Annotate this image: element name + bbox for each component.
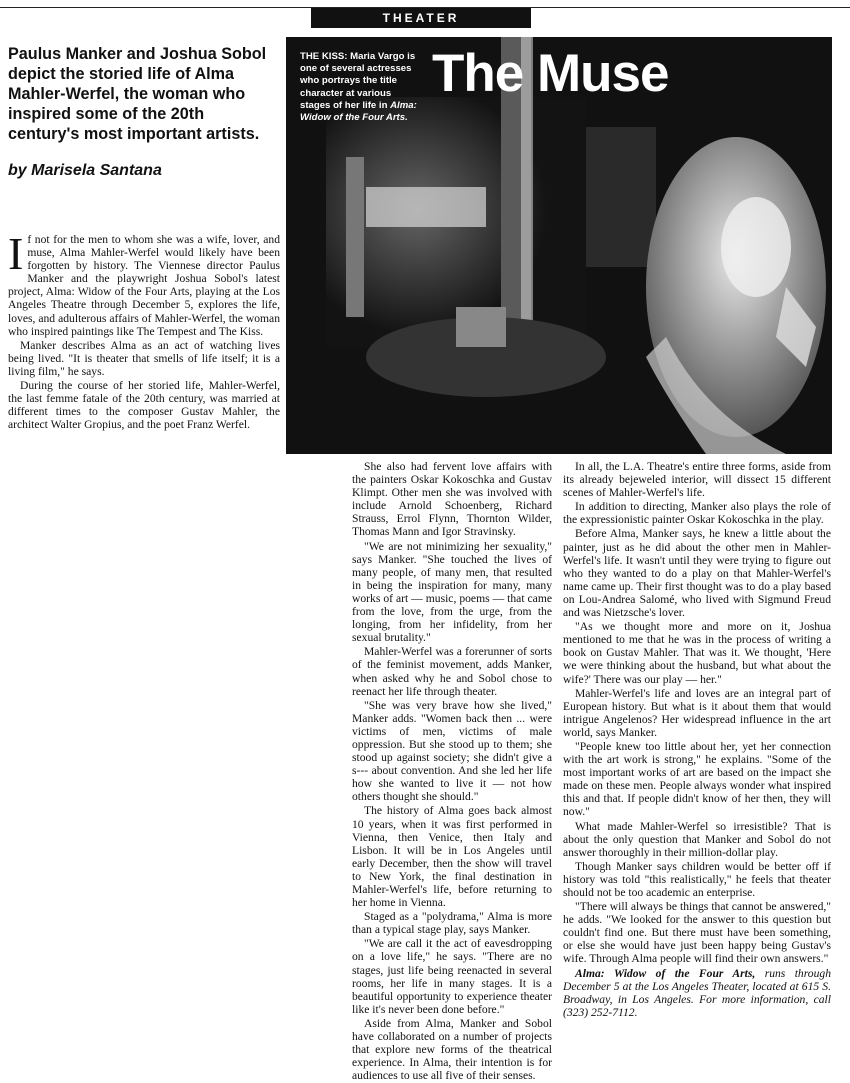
event-credit — [563, 967, 831, 1019]
drop-cap: I — [8, 228, 24, 279]
article-paragraph: "As we thought more and more on it, Joshua mentioned to me that he was in the process of writing a book on Gustav Mahler. That was it. We thought, 'Here we were thinking about the husband, but what about the wife?' There was our play — her." — [563, 620, 831, 686]
photo-caption — [300, 51, 418, 124]
article-paragraph: "We are call it the act of eavesdropping on a love life," he says. "There are no stages, just life being reenacted in several rooms, her life in many stages. It is a beautiful opportunity to experience theater like it's never been done before." — [352, 937, 552, 1016]
article-paragraph: Mahler-Werfel's life and loves are an integral part of European history. But what is it about them that would intrigue Angelenos? Her widespread influence in the art world, says Manker. — [563, 686, 831, 739]
article-column-2 — [352, 460, 552, 1083]
credit-title: Alma: Widow of the Four Arts, — [575, 966, 756, 980]
article-paragraph: She also had fervent love affairs with the painters Oskar Kokoschka and Gustav Klimpt. Other men she was involved with include Arnold Schoenberg, Richard Strauss, Errol Flynn, Thornton Wilder, Thomas Mann and Igor Stravinsky. — [352, 460, 552, 539]
article-paragraph: Before Alma, Manker says, he knew a little about the painter, just as he did about the other men in Mahler-Werfel's life. It wasn't until they were trying to figure out who they wanted to do a play on that Mahler-Werfel's name came up. Their first thought was to do a play based on Lou-Andrea Salomé, who lived with Sigmund Freud and was Nietzsche's lover. — [563, 527, 831, 620]
caption-title: Alma: Widow of the Four Arts. — [300, 99, 417, 124]
article-paragraph: In all, the L.A. Theatre's entire three forms, aside from its already bejeweled interior, will dissect 15 different scenes of Mahler-Werfel's life. — [563, 460, 831, 500]
byline: by Marisela Santana — [8, 162, 162, 179]
article-paragraph: In addition to directing, Manker also plays the role of the expressionistic painter Oskar Kokoschka in the play. — [563, 500, 831, 527]
article-paragraph: During the course of her storied life, Mahler-Werfel, the last femme fatale of the 20th century, was married at different times to the composer Gustav Mahler, the architect Walter Gropius, and the poet Franz Werfel. — [8, 379, 280, 432]
headline: The Muse — [432, 44, 669, 103]
article-column-3 — [563, 460, 831, 1020]
section-label: THEATER — [311, 8, 531, 28]
article-paragraph: Staged as a "polydrama," Alma is more than a typical stage play, says Manker. — [352, 910, 552, 937]
article-paragraph: What made Mahler-Werfel so irresistible? That is about the only question that Manker and Sobol do not answer thoroughly in their million-dollar play. — [563, 819, 831, 859]
article-paragraph: Aside from Alma, Manker and Sobol have collaborated on a number of projects that explore new forms of the theatrical experience. In Alma, their intention is for audiences to use all five of their senses. — [352, 1016, 552, 1083]
article-paragraph: "We are not minimizing her sexuality," says Manker. "She touched the lives of many people, of many men, that resulted in being the inspiration for many, many works of art — music, poems — that came from the love, from the urge, from the longing, from her infidelity, from her sexual brutality." — [352, 539, 552, 645]
article-paragraph: "There will always be things that cannot be answered," he adds. "We looked for the answer to this question but couldn't find one. But there must have been something, or else she would have just been happy being Gustav's wife. Through Alma people will find their own answers." — [563, 900, 831, 966]
article-paragraph: f not for the men to whom she was a wife, lover, and muse, Alma Mahler-Werfel would likely have been forgotten by history. The Viennese director Paulus Manker and the playwright Joshua Sobol's latest project, Alma: Widow of the Four Arts, playing at the Los Angeles Theatre through December 5, explores the life, loves, and adulterous affairs of Mahler-Werfel, the woman who inspired paintings like The Tempest and The Kiss. — [8, 233, 280, 338]
caption-text: Maria Vargo is one of several actresses who portrays the title character at various stages of her life in — [300, 51, 416, 111]
article-column-1 — [8, 228, 280, 432]
caption-lead: THE KISS: — [300, 51, 348, 62]
article-paragraph: Though Manker says children would be better off if history was told "this realistically," he feels that theater should not be too academic an enterprise. — [563, 859, 831, 899]
article-paragraph: "She was very brave how she lived," Manker adds. "Women back then ... were victims of men, victims of male oppression. But she stood up to them; she stood up against society; she didn't give a s--- about convention. And she led her life how she wanted to live it — not how others thought she should." — [352, 698, 552, 804]
article-paragraph: Mahler-Werfel was a forerunner of sorts of the feminist movement, adds Manker, when asked why he and Sobol chose to reenact her life through theater. — [352, 645, 552, 698]
credit-text: runs through December 5 at the Los Angeles Theater, located at 615 S. Broadway, in Los Angeles. For more information, call (323) 252-7112. — [563, 966, 831, 1019]
article-paragraph: "People knew too little about her, yet her connection with the art work is strong," he explains. "Some of the most important works of art are based on the impact she made on these men. People always wonder what inspired this and that. If people didn't know of her then, they will now." — [563, 739, 831, 819]
deck: Paulus Manker and Joshua Sobol depict the storied life of Alma Mahler-Werfel, the woman who inspired some of the 20th century's most important artists. — [8, 45, 267, 143]
article-paragraph: The history of Alma goes back almost 10 years, when it was first performed in Vienna, then Venice, then Italy and Lisbon. It will be in Los Angeles until early December, then the show will travel to New York, the final destination in Mahler-Werfel's life, before returning to her home in Vienna. — [352, 804, 552, 910]
feature-photo — [286, 37, 832, 454]
article-paragraph: Manker describes Alma as an act of watching lives being lived. "It is theater that smells of life itself; it is a living film," he says. — [8, 338, 280, 378]
